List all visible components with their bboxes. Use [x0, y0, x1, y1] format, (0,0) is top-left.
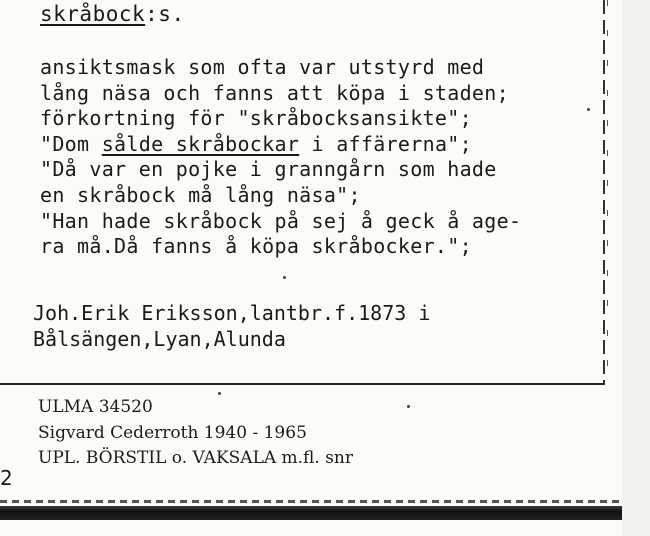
bottom-dashed-edge: [0, 500, 622, 503]
vertical-dotted-rule: [607, 0, 608, 385]
headword-text: skråbock: [40, 2, 146, 26]
definition-line: en skråbock må lång näsa";: [40, 182, 361, 207]
informant-info: [33, 300, 430, 352]
definition-text: [40, 55, 521, 260]
scan-speck: [218, 392, 221, 395]
headword: [40, 2, 185, 26]
card-edge-strip: [622, 0, 650, 536]
archive-footer: [38, 395, 353, 472]
informant-line: Joh.Erik Eriksson,lantbr.f.1873 i: [33, 301, 431, 325]
edge-mark: 2: [0, 466, 13, 490]
scan-speck: [283, 276, 286, 279]
informant-line: Bålsängen,Lyan,Alunda: [33, 327, 286, 351]
scan-speck: [587, 108, 590, 111]
scan-speck: [407, 405, 410, 408]
horizontal-divider: [0, 383, 604, 385]
definition-line-underlined: "Dom sålde skråbockar i affärerna";: [40, 131, 472, 156]
archive-collector: Sigvard Cederroth 1940 - 1965: [38, 422, 307, 443]
archive-id: ULMA 34520: [38, 397, 153, 417]
vertical-dashed-rule: [603, 0, 605, 385]
definition-line: förkortning för "skråbocksansikte";: [40, 106, 472, 131]
definition-line: lång näsa och fanns att köpa i staden;: [40, 80, 509, 105]
definition-line: "Då var en pojke i granngårn som hade: [40, 157, 497, 182]
definition-line: ra må.Då fanns å köpa skråbocker.";: [40, 234, 472, 259]
underlined-phrase: sålde skråbockar: [101, 131, 300, 156]
bottom-scan-edge: [0, 506, 622, 520]
definition-line: ansiktsmask som ofta var utstyrd med: [40, 55, 485, 79]
definition-line: "Han hade skråbock på sej å geck å age-: [40, 208, 522, 233]
archive-location: UPL. BÖRSTIL o. VAKSALA m.fl. snr: [38, 448, 354, 468]
headword-suffix: :s.: [145, 2, 185, 26]
